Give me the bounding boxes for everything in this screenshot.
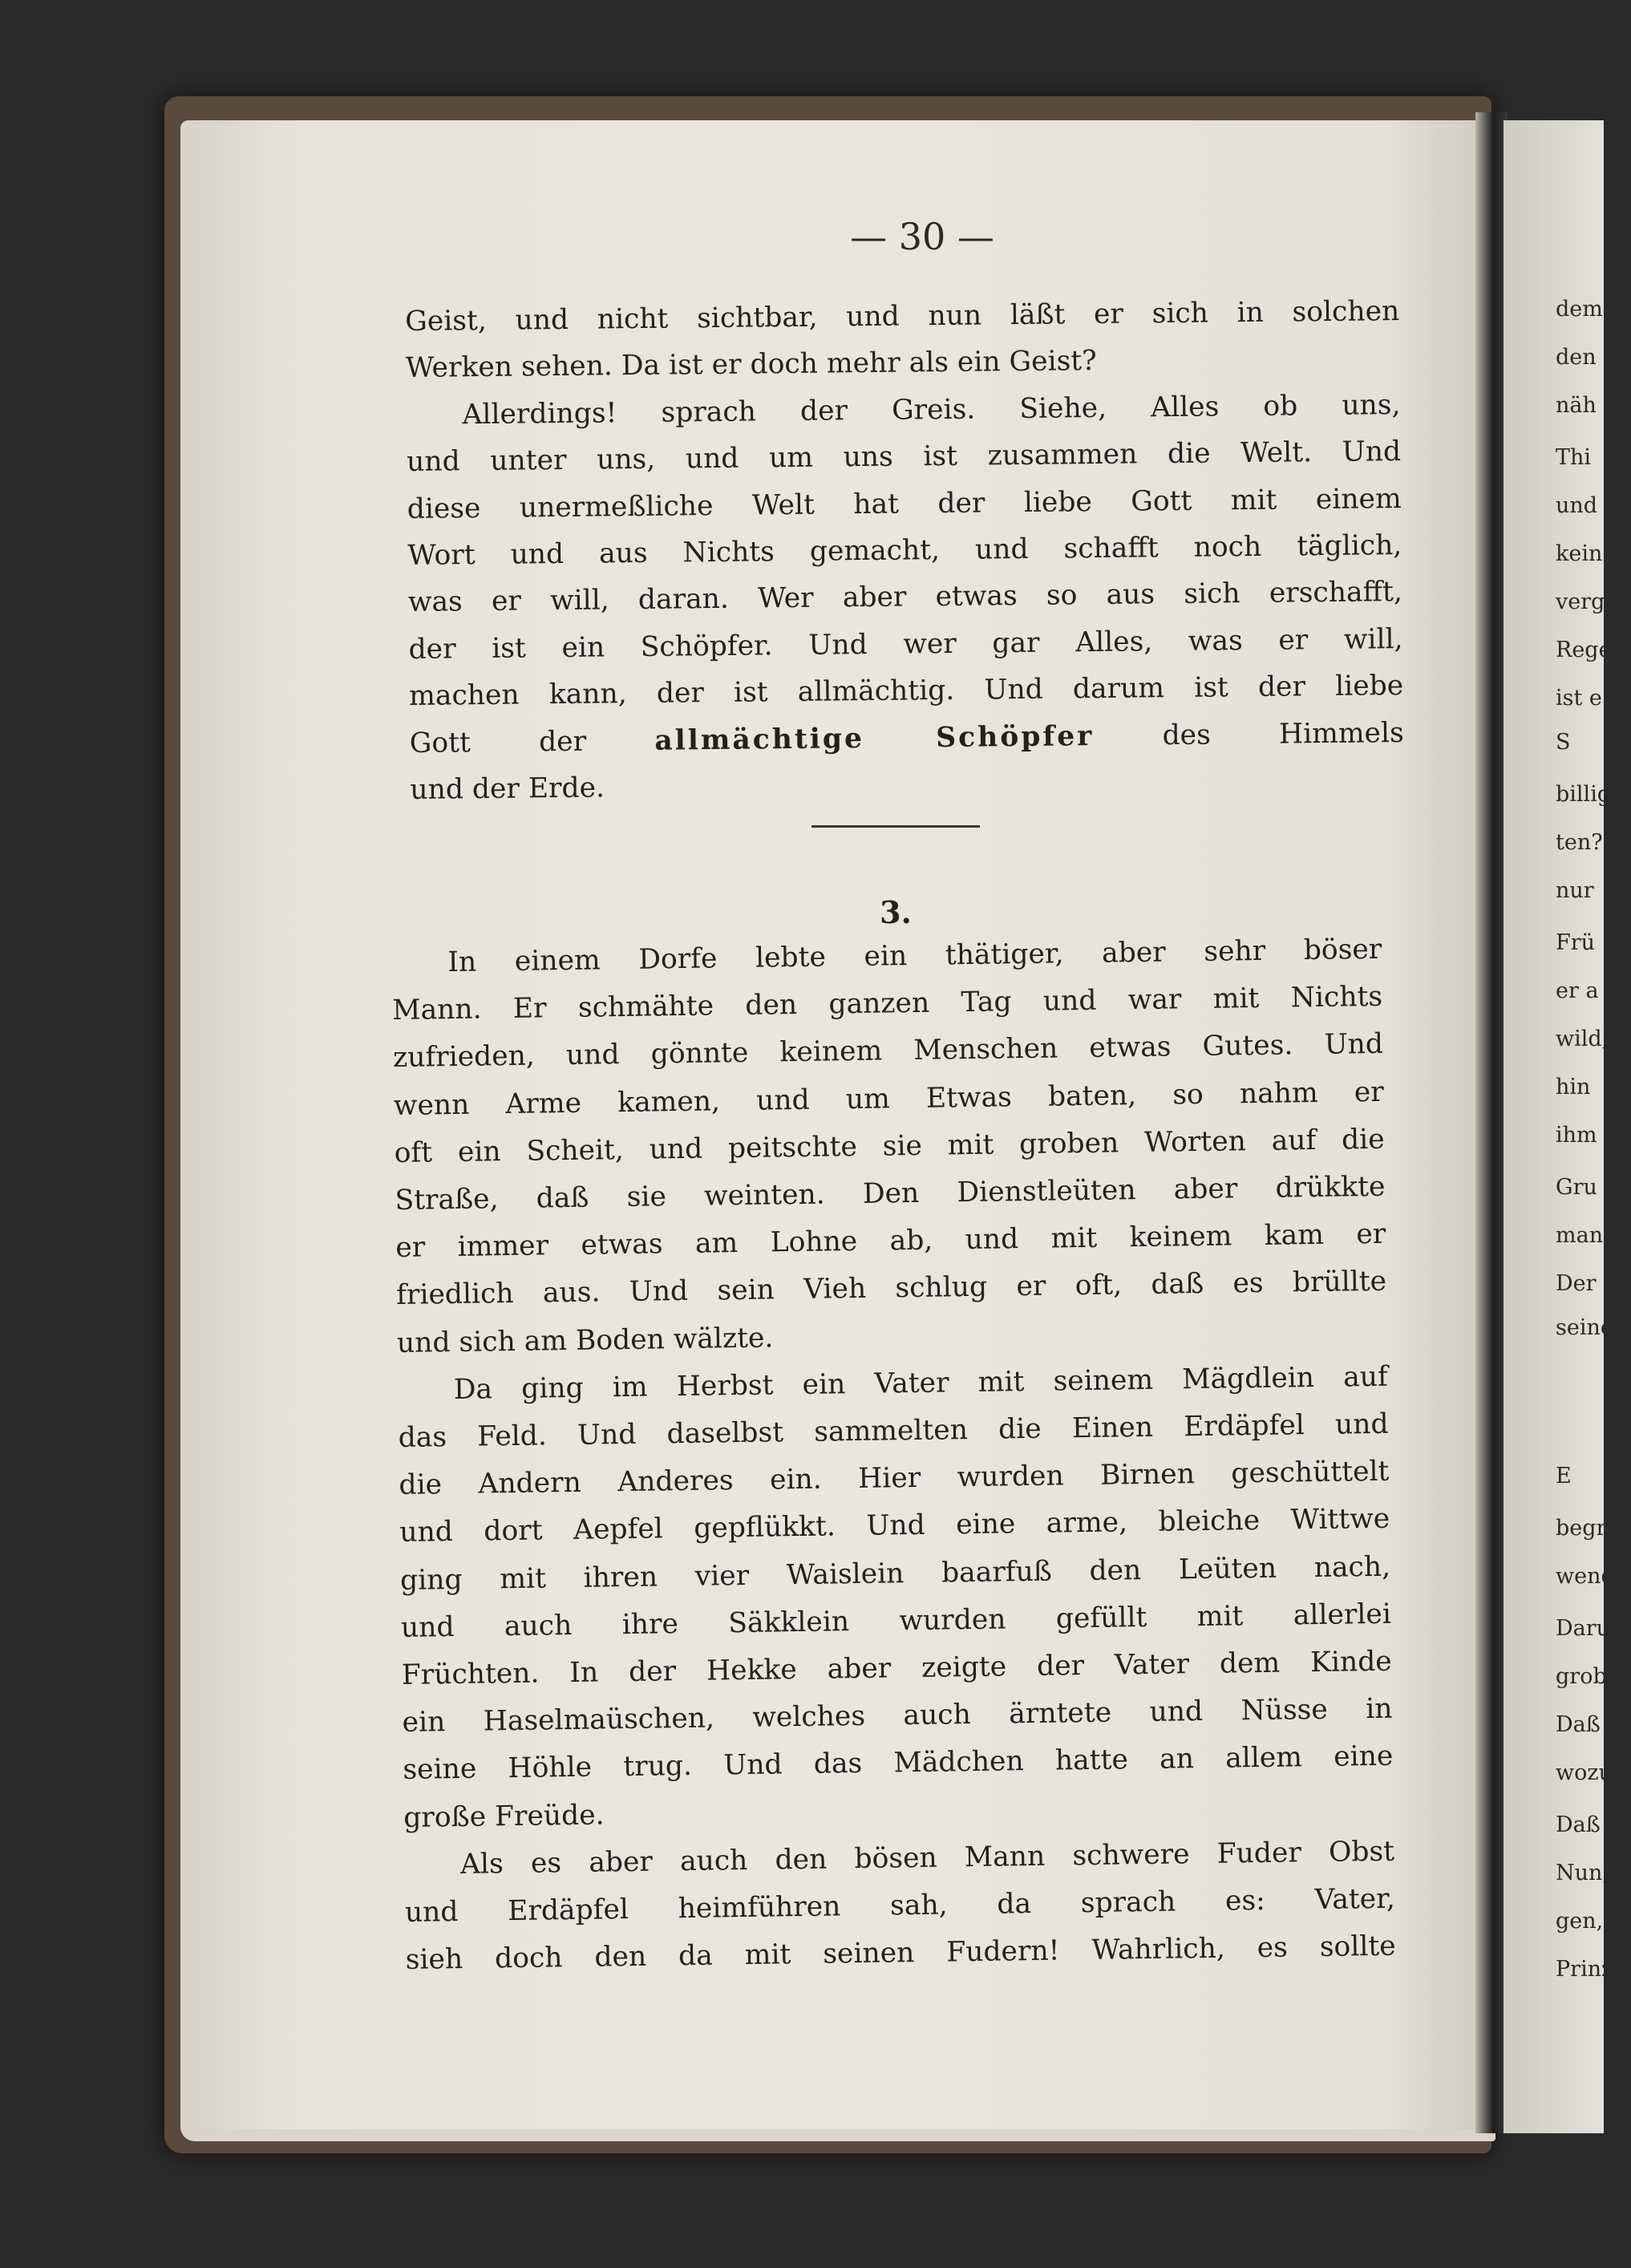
text-line: Mann. Er schmähte den ganzen Tag und war mit Nichts [391,980,1383,1027]
text-line: diese unermeßliche Welt hat der liebe Gott mit einem [407,482,1402,525]
text-line: In einem Dorfe lebte ein thätiger, aber sehr böser [447,933,1382,979]
text-line: und auch ihre Säkklein wurden gefüllt mit allerlei [400,1598,1392,1644]
text-line: oft ein Scheit, und peitschte sie mit groben Worten auf die [394,1123,1385,1169]
facing-page-fragment: seiner [1556,1315,1624,1340]
facing-page-fragment: und [1556,493,1598,518]
text-line: der ist ein Schöpfer. Und wer gar Alles, was er will, [408,622,1403,666]
facing-page-fragment: nur [1556,878,1594,903]
section-body [391,926,1396,1985]
facing-page-fragment: Frü [1556,930,1596,955]
facing-page-fragment: Darum [1556,1616,1631,1641]
text-line: ein Haselmaüschen, welches auch ärntete und Nüsse in [402,1692,1393,1739]
text-line: Geist, und nicht sichtbar, und nun läßt er sich in solchen [405,295,1400,338]
section-divider [811,825,980,828]
facing-page-fragment: ihm [1556,1123,1597,1148]
text-fragment: des Himmels [1094,716,1404,752]
facing-page-fragment: gen, [1556,1909,1604,1934]
facing-page-fragment: grob [1556,1664,1607,1689]
facing-page-fragment: Prinz [1556,1957,1613,1982]
facing-page-fragment: näh [1556,393,1597,418]
paragraph-continuation [405,288,1405,813]
text-line: Wort und aus Nichts gemacht, und schafft noch täglich, [407,529,1402,573]
text-line: und dort Aepfel gepflükkt. Und eine arme, bleiche Wittwe [399,1503,1390,1549]
text-line: Werken sehen. Da ist er doch mehr als ein Geist? [405,345,1097,385]
text-line: die Andern Anderes ein. Hier wurden Birnen geschüttelt [399,1455,1390,1502]
facing-page-fragment: Daß [1556,1812,1601,1837]
facing-page-fragment: man [1556,1223,1604,1248]
section-number: 3. [880,894,912,930]
page-number: — 30 — [850,215,994,258]
text-line: sieh doch den da mit seinen Fudern! Wahrlich, es sollte [405,1930,1396,1977]
facing-page-fragment: wild, [1556,1027,1609,1051]
facing-page-fragment: E [1556,1464,1572,1488]
text-line: zufrieden, und gönnte keinem Menschen etwas Gutes. Und [392,1028,1384,1075]
text-line: und sich am Boden wälzte. [396,1322,774,1359]
text-line: seine Höhle trug. Und das Mädchen hatte an allem eine [403,1740,1394,1787]
text-line: was er will, daran. Wer aber etwas so aus sich erschafft, [407,576,1403,619]
facing-page-fragment: er a [1556,978,1599,1003]
facing-page-fragment: Nun, [1556,1861,1609,1885]
emphasized-phrase: allmächtige Schöpfer [654,719,1095,757]
facing-page-fragment: begrei [1556,1516,1627,1541]
facing-page-fragment: Thi [1556,445,1592,470]
text-line: Früchten. In der Hekke aber zeigte der Vater dem Kinde [401,1645,1392,1691]
text-line: und Erdäpfel heimführen sah, da sprach es: Vater, [404,1882,1396,1929]
text-line: er immer etwas am Lohne ab, und mit keinem kam er [395,1217,1386,1265]
facing-page-fragment: den [1556,345,1597,370]
text-line: wenn Arme kamen, und um Etwas baten, so nahm er [393,1075,1385,1122]
facing-page-fragment: Gru [1556,1175,1597,1200]
facing-page-fragment: Rege [1556,638,1612,662]
text-line: und der Erde. [410,772,605,807]
text-line: machen kann, der ist allmächtig. Und darum ist der liebe [408,670,1404,713]
text-line: Als es aber auch den bösen Mann schwere Fuder Obst [459,1835,1395,1881]
facing-page-fragment: Der [1556,1271,1597,1296]
text-line: ging mit ihren vier Waislein baarfuß den Leüten nach, [399,1550,1391,1597]
text-line: Straße, daß sie weinten. Den Dienstleüten aber drükkte [395,1170,1386,1217]
facing-page-fragment: ist e [1556,686,1602,711]
facing-page-fragment: kein [1556,541,1603,566]
text-line: große Freüde. [403,1799,605,1834]
text-line: und unter uns, und um uns ist zusammen die Welt. Und [406,435,1402,479]
facing-page-fragment: S [1556,730,1571,755]
facing-page-fragment: dem [1556,297,1603,322]
book-gutter [1475,112,1508,2133]
text-line: Allerdings! sprach der Greis. Siehe, Alles ob uns, [462,388,1401,431]
text-line: friedlich aus. Und sein Vieh schlug er oft, daß es brüllte [395,1266,1387,1312]
facing-page-fragment: ten? [1556,830,1603,855]
text-line: Da ging im Herbst ein Vater mit seinem Mägdlein auf [453,1360,1389,1406]
facing-page-fragment: verg [1556,589,1605,614]
text-line: das Feld. Und daselbst sammelten die Einen Erdäpfel und [398,1407,1389,1454]
facing-page-fragment: wendi [1556,1564,1622,1589]
facing-page-fragment: billig [1556,782,1612,807]
facing-page-fragment: Daß [1556,1712,1601,1737]
facing-page-fragment: wozu [1556,1760,1613,1785]
text-fragment: Gott der [409,724,655,759]
facing-page-fragment: hin [1556,1075,1591,1100]
